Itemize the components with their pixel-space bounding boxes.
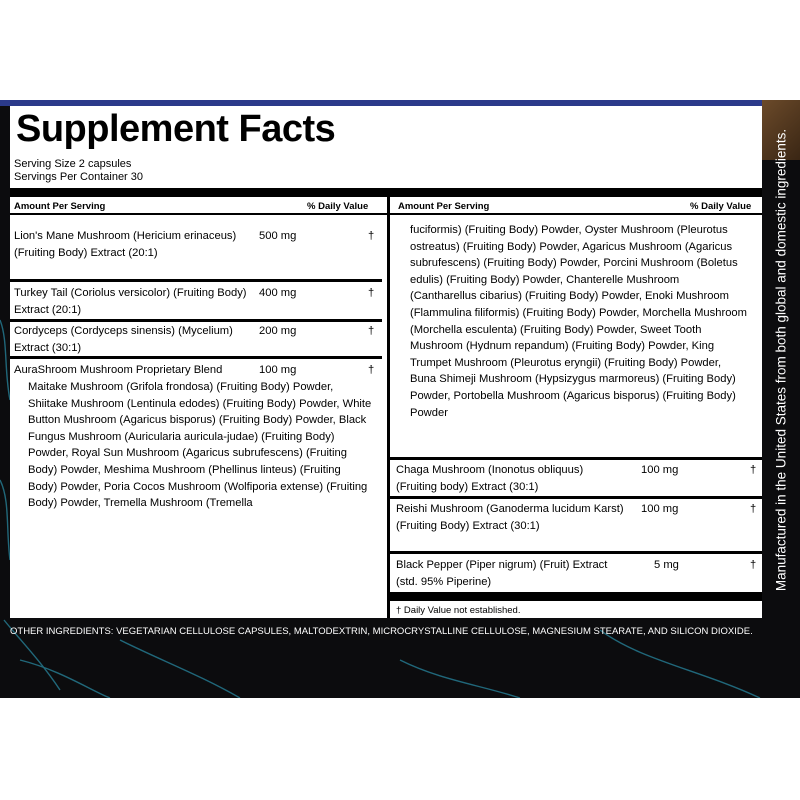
ingredient-amount: 400 mg <box>259 287 297 299</box>
row-divider <box>10 319 382 322</box>
ingredient-amount: 100 mg <box>641 503 679 515</box>
supplement-facts-panel <box>10 106 762 618</box>
serving-size: Serving Size 2 capsules <box>14 158 132 170</box>
daily-value-footnote: † Daily Value not established. <box>396 605 521 616</box>
right-header-rule <box>390 213 762 215</box>
row-divider <box>10 279 382 282</box>
ingredient-amount: 100 mg <box>259 364 297 376</box>
blend-ingredients-part2: fuciformis) (Fruiting Body) Powder, Oyster Mushroom (Pleurotus ostreatus) (Fruiting Body) Powder, Agaricus Mushroom (Agaricus subrufescens) (Fruiting Body) Powder, Porcini Mushroom (Boletus edulis) (Fruiting Body) Powder, Chanterelle Mushroom (Cantharellus cibarius) (Fruiting Body) Powder, Enoki Mushroom (Flammulina filiformis) (Fruiting Body) Powder, Morchella Mushroom (Morchella esculenta) (Fruiting Body) Powder, Sweet Tooth Mushroom (Hydnum repandum) (Fruiting Body) Powder, King Trumpet Mushroom (Pleurotus eryngii) (Fruiting Body) Powder, Buna Shimeji Mushroom (Hypsizygus marmoreus) (Fruiting Body) Powder, Portobella Mushroom (Agaricus bisporus) (Fruiting Body) Powder <box>410 224 747 419</box>
daily-value-dagger: † <box>368 230 375 242</box>
left-dv-header: % Daily Value <box>307 201 369 212</box>
row-divider <box>10 356 382 359</box>
ingredient-name: Chaga Mushroom (Inonotus obliquus) (Fruiting body) Extract (30:1) <box>396 464 584 493</box>
daily-value-dagger: † <box>368 364 375 376</box>
left-amount-header: Amount Per Serving <box>14 201 106 212</box>
ingredient-name: Black Pepper (Piper nigrum) (Fruit) Extract (std. 95% Piperine) <box>396 559 608 588</box>
daily-value-dagger: † <box>368 287 375 299</box>
servings-per-container: Servings Per Container 30 <box>14 171 144 183</box>
row-divider <box>390 457 762 460</box>
daily-value-dagger: † <box>750 559 757 571</box>
ingredient-amount: 5 mg <box>654 559 679 571</box>
ingredient-name: AuraShroom Mushroom Proprietary Blend <box>14 364 223 376</box>
footer-thick-bar <box>390 592 762 601</box>
ingredient-amount: 200 mg <box>259 325 297 337</box>
ingredient-name: Reishi Mushroom (Ganoderma lucidum Karst) (Fruiting Body) Extract (30:1) <box>396 503 624 532</box>
daily-value-dagger: † <box>368 325 375 337</box>
row-divider <box>390 551 762 554</box>
page-title: Supplement Facts <box>16 108 336 150</box>
ingredient-name: Turkey Tail (Coriolus versicolor) (Fruiting Body) Extract (20:1) <box>14 287 247 316</box>
ingredient-amount: 100 mg <box>641 464 679 476</box>
ingredient-amount: 500 mg <box>259 230 297 242</box>
manufacturing-note: Manufactured in the United States from both global and domestic ingredients. <box>773 128 789 592</box>
daily-value-dagger: † <box>750 464 757 476</box>
right-dv-header: % Daily Value <box>690 201 752 212</box>
row-divider <box>390 496 762 499</box>
ingredient-name: Cordyceps (Cordyceps sinensis) (Mycelium) Extract (30:1) <box>14 325 233 354</box>
blend-ingredients-part1: Maitake Mushroom (Grifola frondosa) (Fruiting Body) Powder, Shiitake Mushroom (Lentinula edodes) (Fruiting Body) Powder, White Button Mushroom (Agaricus bisporus) (Fruiting Body) Powder, Black Fungus Mushroom (Auricularia auricula-judae) (Fruiting Body) Powder, Royal Sun Mushroom (Agaricus subrufescens) (Fruiting Body) Powder, Meshima Mushroom (Phellinus linteus) (Fruiting Body) Powder, Poria Cocos Mushroom (Wolfiporia extense) (Fruiting Body) Powder, Tremella Mushroom (Tremella <box>28 381 372 510</box>
right-amount-header: Amount Per Serving <box>398 201 490 212</box>
ingredient-name: Lion's Mane Mushroom (Hericium erinaceus) (Fruiting Body) Extract (20:1) <box>14 230 237 259</box>
header-divider-bar <box>10 188 762 197</box>
left-header-rule <box>10 213 387 215</box>
other-ingredients: OTHER INGREDIENTS: VEGETARIAN CELLULOSE CAPSULES, MALTODEXTRIN, MICROCRYSTALLINE CELLULOSE, MAGNESIUM STEARATE, AND SILICON DIOXIDE. <box>10 626 753 637</box>
daily-value-dagger: † <box>750 503 757 515</box>
